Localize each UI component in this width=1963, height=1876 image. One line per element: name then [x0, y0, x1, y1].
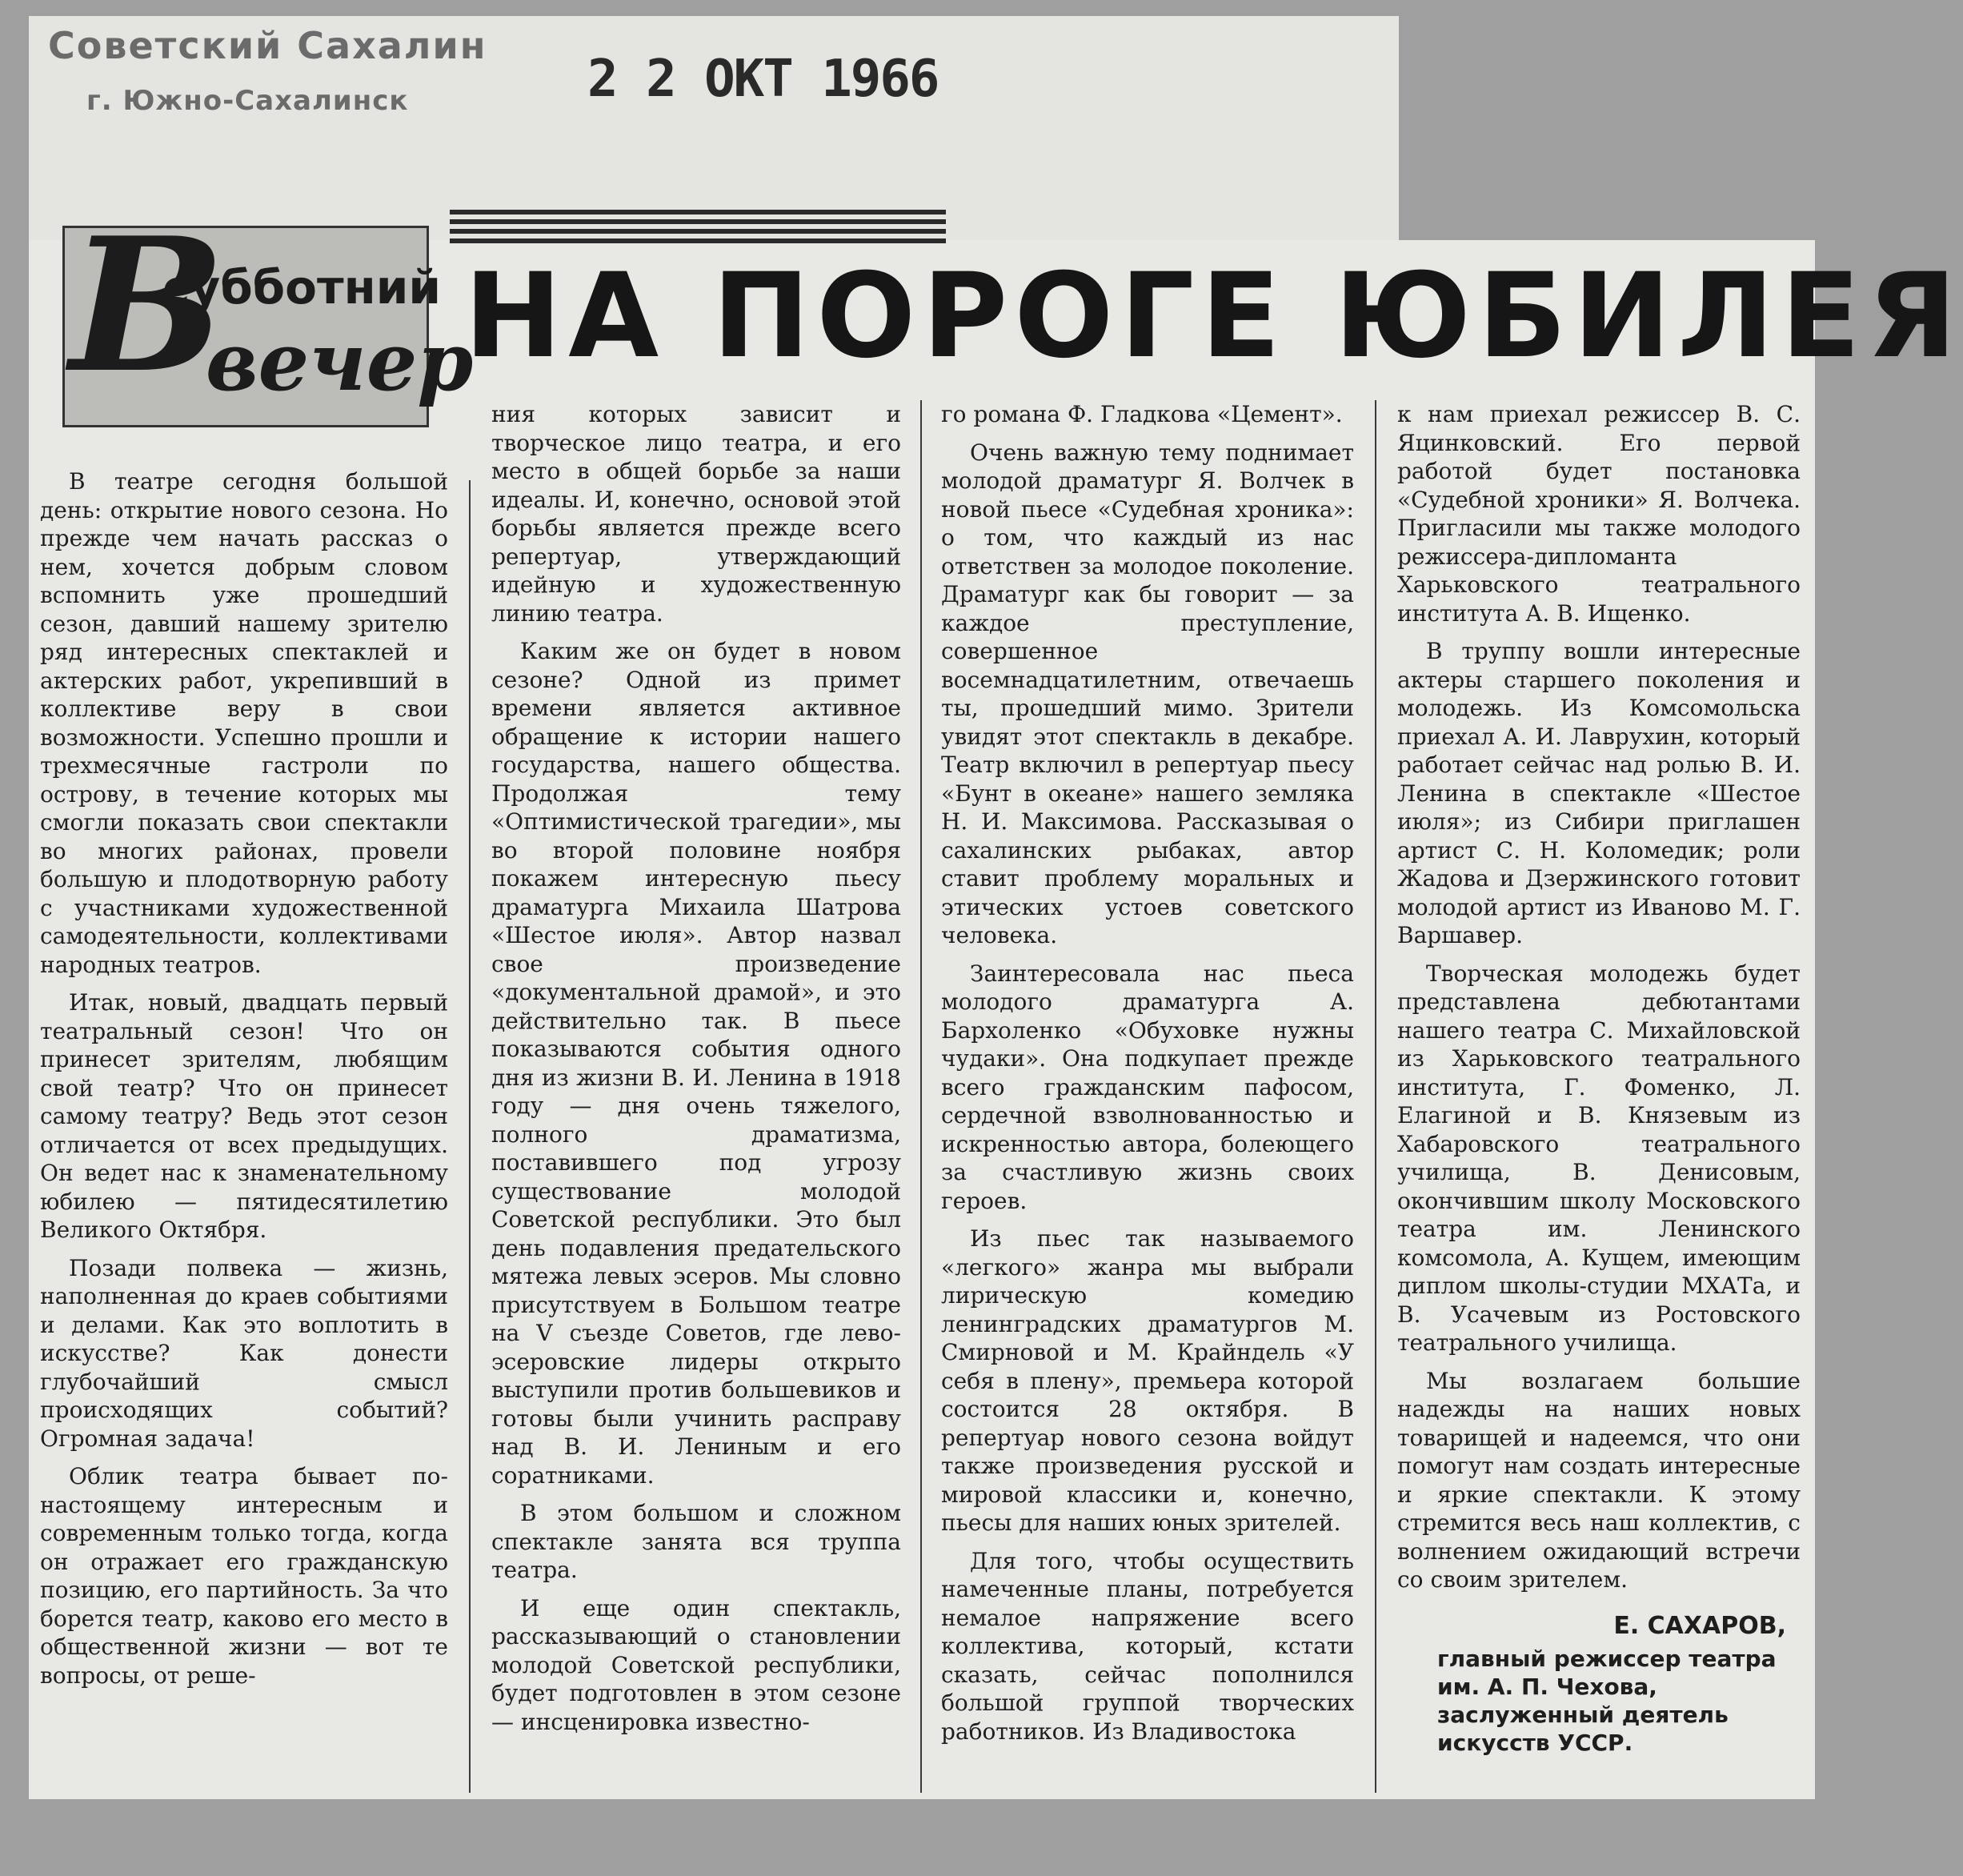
article-column-2 [491, 400, 901, 1809]
newspaper-name-stamp: Советский Сахалин [48, 24, 487, 67]
paragraph: В этом большом и сложном спектакле занята вся труппа театра. [491, 1500, 901, 1583]
paragraph: Творческая молодежь будет представлена дебютантами нашего театра С. Михайловской из Харьковского театрального института, Г. Фоменко, Л. Елагиной и В. Князевым из Хабаровского театрального училища, В. Денисовым, окончившим школу Московского театра им. Ленинского комсомола, А. Кущем, имеющим диплом школы-студии МХАТа, и В. Усачевым из Ростовского театрального училища. [1397, 960, 1801, 1356]
paragraph: Каким же он будет в новом сезоне? Одной из примет времени является активное обращение к истории нашего государства, нашего общества. Продолжая тему «Оптимистической трагедии», мы во второй половине ноября покажем интересную пьесу драматурга Михаила Шатрова «Шестое июля». Автор назвал свое произведение «документальной драмой», и это действительно так. В пьесе показываются события одного дня из жизни В. И. Ленина в 1918 году — дня очень тяжелого, полного драматизма, поставившего под угрозу существование молодой Советской республики. Это был день подавления предательского мятежа левых эсеров. Мы словно присутствуем в Большом театре на V съезде Советов, где лево-эсеровские лидеры открыто выступили против большевиков и готовы были учинить расправу над В. И. Лениным и его соратниками. [491, 638, 901, 1489]
column-divider [469, 480, 471, 1793]
decorative-rule [450, 210, 946, 214]
column-divider [920, 400, 922, 1793]
rubric-line-1: субботний [162, 260, 441, 315]
decorative-rule [450, 239, 946, 243]
paragraph: В театре сегодня большой день: открытие нового сезона. Но прежде чем начать рассказ о нем, хочется добрым словом вспомнить уже прошедший сезон, давший нашему зрителю ряд интересных спектаклей и актерских работ, укрепивший в коллективе веру в свои возможности. Успешно прошли и трехмесячные гастроли по острову, в течение которых мы смогли показать свои спектакли во многих районах, провели большую и плодотворную работу с участниками художественной самодеятельности, коллективами народных театров. [40, 468, 448, 978]
paragraph: В труппу вошли интересные актеры старшего поколения и молодежь. Из Комсомольска приехал А. И. Лаврухин, который работает сейчас над ролью В. И. Ленина в спектакле «Шестое июля»; из Сибири приглашен артист С. Н. Коломедик; роли Жадова и Дзержинского готовит молодой артист из Иваново М. Г. Варшавер. [1397, 638, 1801, 948]
city-stamp: г. Южно-Сахалинск [86, 85, 409, 117]
paragraph: Итак, новый, двадцать первый театральный сезон! Что он принесет зрителям, любящим свой театр? Что он принесет самому театру? Ведь этот сезон отличается от всех предыдущих. Он ведет нас к знаменательному юбилею — пятидесятилетию Великого Октября. [40, 989, 448, 1243]
paragraph: го романа Ф. Гладкова «Цемент». [941, 401, 1343, 427]
author-title: главный режиссер театра им. А. П. Чехова, заслуженный деятель искусств УССР. [1437, 1646, 1777, 1756]
paragraph: Позади полвека — жизнь, наполненная до краев событиями и делами. Как это воплотить в искусстве? Как донести глубочайший смысл происходящих событий? Огромная задача! [40, 1254, 448, 1452]
date-stamp: 2 2 ОКТ 1966 [587, 50, 939, 109]
paragraph: Облик театра бывает по-настоящему интересным и современным только тогда, когда он отражает его гражданскую позицию, его партийность. За что борется театр, каково его место в общественной жизни — вот те вопросы, от реше- [40, 1463, 448, 1689]
paragraph: ния которых зависит и творческое лицо театра, и его место в общей борьбе за наши идеалы. И, конечно, основой этой борьбы является прежде всего репертуар, утверждающий идейную и художественную линию театра. [491, 401, 901, 627]
paragraph: к нам приехал режиссер В. С. Яцинковский. Его первой работой будет постановка «Судебной хроники» Я. Волчека. Пригласили мы также молодого режиссера-дипломанта Харьковского театрального института А. В. Ищенко. [1397, 401, 1801, 627]
paragraph: И еще один спектакль, рассказывающий о становлении молодой Советской республики, будет подготовлен в этом сезоне — инсценировка известно- [491, 1594, 901, 1735]
article-headline: НА ПОРОГЕ ЮБИЛЕЯ [464, 248, 1963, 384]
rubric-initial: В [70, 198, 226, 414]
author-name: Е. САХАРОВ, [1613, 1611, 1786, 1640]
article-column-4 [1397, 400, 1801, 1809]
column-divider [1375, 400, 1376, 1793]
paragraph: Из пьес так называемого «легкого» жанра мы выбрали лирическую комедию ленинградских драматургов М. Смирновой и М. Крайндель «У себя в плену», премьера которой состоится 28 октября. В репертуар нового сезона войдут также произведения русской и мировой классики и, конечно, пьесы для наших юных зрителей. [941, 1225, 1354, 1536]
paragraph: Для того, чтобы осуществить намеченные планы, потребуется немалое напряжение всего коллектива, который, кстати сказать, сейчас пополнился большой группой творческих работников. Из Владивостока [941, 1547, 1354, 1745]
rubric-line-2: вечер [206, 315, 474, 409]
paragraph: Заинтересовала нас пьеса молодого драматурга А. Бархоленко «Обуховке нужны чудаки». Она подкупает прежде всего гражданским пафосом, сердечной взволнованностью и искренностью автора, болеющего за счастливую жизнь своих героев. [941, 960, 1354, 1214]
article-column-3 [941, 400, 1354, 1809]
paragraph: Мы возлагаем большие надежды на наших новых товарищей и надеемся, что они помогут нам создать интересные и яркие спектакли. К этому стремится весь наш коллектив, с волнением ожидающий встречи со своим зрителем. [1397, 1367, 1801, 1593]
rubric-logo [62, 198, 474, 427]
decorative-rule [450, 219, 946, 224]
article-column-1 [40, 467, 448, 1876]
paragraph: Очень важную тему поднимает молодой драматург Я. Волчек в новой пьесе «Судебная хроника»: о том, что каждый из нас ответствен за молодое поколение. Драматург как бы говорит — за каждое преступление, совершенное восемнадцатилетним, отвечаешь ты, прошедший мимо. Зрители увидят этот спектакль в декабре. Театр включил в репертуар пьесу «Бунт в океане» нашего земляка Н. И. Максимова. Рассказывая о сахалинских рыбаках, автор ставит проблему моральных и этических устоев советского человека. [941, 439, 1354, 948]
decorative-rule [450, 229, 946, 234]
